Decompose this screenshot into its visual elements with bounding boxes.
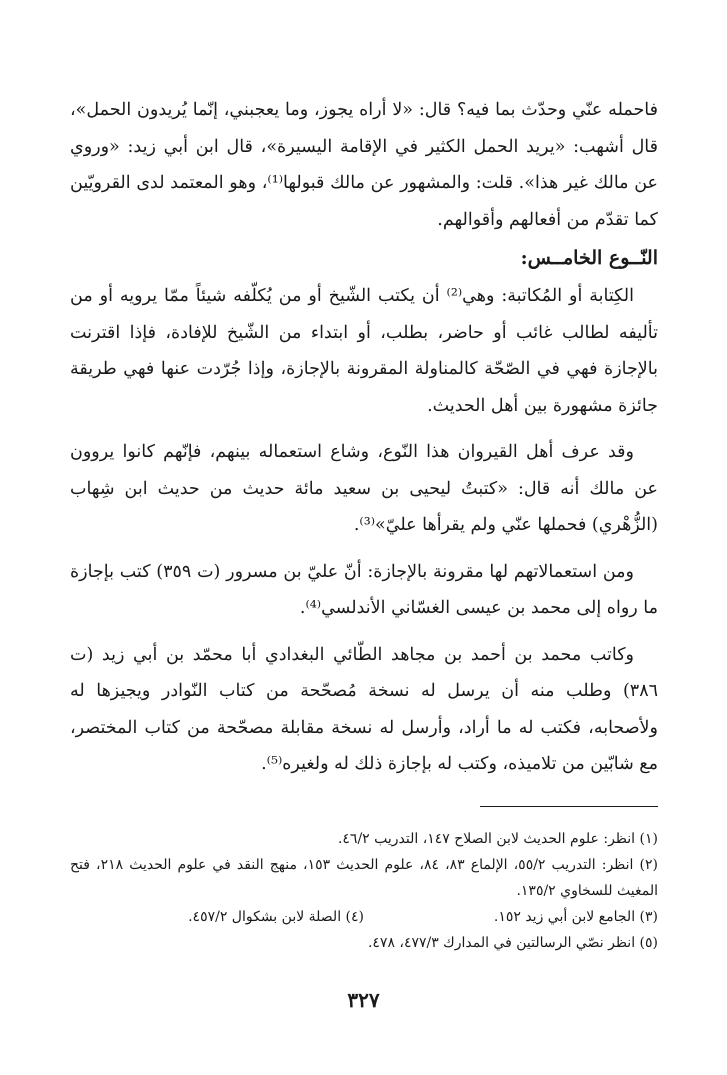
footnote-2: (٢) انظر: التدريب ٥٥/٢، الإلماع ٨٣، ٨٤، علوم الحديث ١٥٣، منهج النقد في علوم الحديث ٢١٨، فتح المغيث للسخاوي ١٣٥/٢. (70, 857, 658, 899)
footnote-4: (٤) الصلة لابن بشكوال ٤٥٧/٢. (188, 909, 364, 925)
paragraph-1: فاحمله عنّي وحدّث بما فيه؟ قال: «لا أراه يجوز، وما يعجبني، إنّما يُريدون الحمل»، قال أشهب: «يريد الحمل الكثير في الإقامة اليسيرة»، قال ابن أبي زيد: «وروي عن مالك غير هذا». قلت: والمشهور عن مالك قبولها⁽¹⁾، وهو المعتمد لدى القرويّين كما تقدّم من أفعالهم وأقوالهم. (70, 100, 658, 230)
footnote-row-3-4 (70, 904, 658, 930)
paragraph-4: ومن استعمالاتهم لها مقرونة بالإجازة: أنّ عليّ بن مسرور (ت ٣٥٩) كتب بإجازة ما رواه إلى محمد بن عيسى الغسّاني الأندلسي⁽⁴⁾. (70, 561, 658, 618)
footnote-1: (١) انظر: علوم الحديث لابن الصلاح ١٤٧، التدريب ٤٦/٢. (337, 831, 658, 847)
paragraph-2: الكِتابة أو المُكاتبة: وهي⁽²⁾ أن يكتب الشّيخ أو من يُكلّفه شيئاً ممّا يرويه أو من تأليفه لطالب غائب أو حاضر، بطلب، أو ابتداء من الشّيخ للإفادة، فإذا اقترنت بالإجازة فهي في الصّحّة كالمناولة المقرونة بالإجازة، وإذا جُرّدت عنها فهي طريقة جائزة مشهورة بين أهل الحديث. (70, 286, 658, 416)
footnote-3: (٣) الجامع لابن أبي زيد ١٥٢. (493, 909, 658, 925)
footnotes (70, 826, 658, 956)
section-heading: النّــوع الخامــس: (520, 247, 658, 269)
paragraph-3: وقد عرف أهل القيروان هذا النّوع، وشاع استعماله بينهم، فإنّهم كانوا يروون عن مالك أنه قال: «كتبتُ ليحيى بن سعيد مائة حديث من حديث ابن شِهاب (الزُّهْري) فحملها عنّي ولم يقرأها عليّ»⁽³⁾. (70, 442, 658, 535)
page-number: ٣٢٧ (347, 988, 380, 1012)
footnote-5: (٥) انظر نصّي الرسالتين في المدارك ٤٧٧/٣، ٤٧٨. (367, 935, 658, 951)
main-text (70, 92, 658, 783)
paragraph-5: وكاتب محمد بن أحمد بن مجاهد الطّائي البغدادي أبا محمّد بن أبي زيد (ت ٣٨٦) وطلب منه أن يرسل له نسخة مُصحّحة من كتاب النّوادر ويجيزها له ولأصحابه، فكتب له ما أراد، وأرسل له نسخة مقابلة مصحّحة من كتاب المختصر، مع شابّين من تلاميذه، وكتب له بإجازة ذلك له ولغيره⁽⁵⁾. (70, 644, 658, 774)
footnote-divider (480, 806, 658, 807)
